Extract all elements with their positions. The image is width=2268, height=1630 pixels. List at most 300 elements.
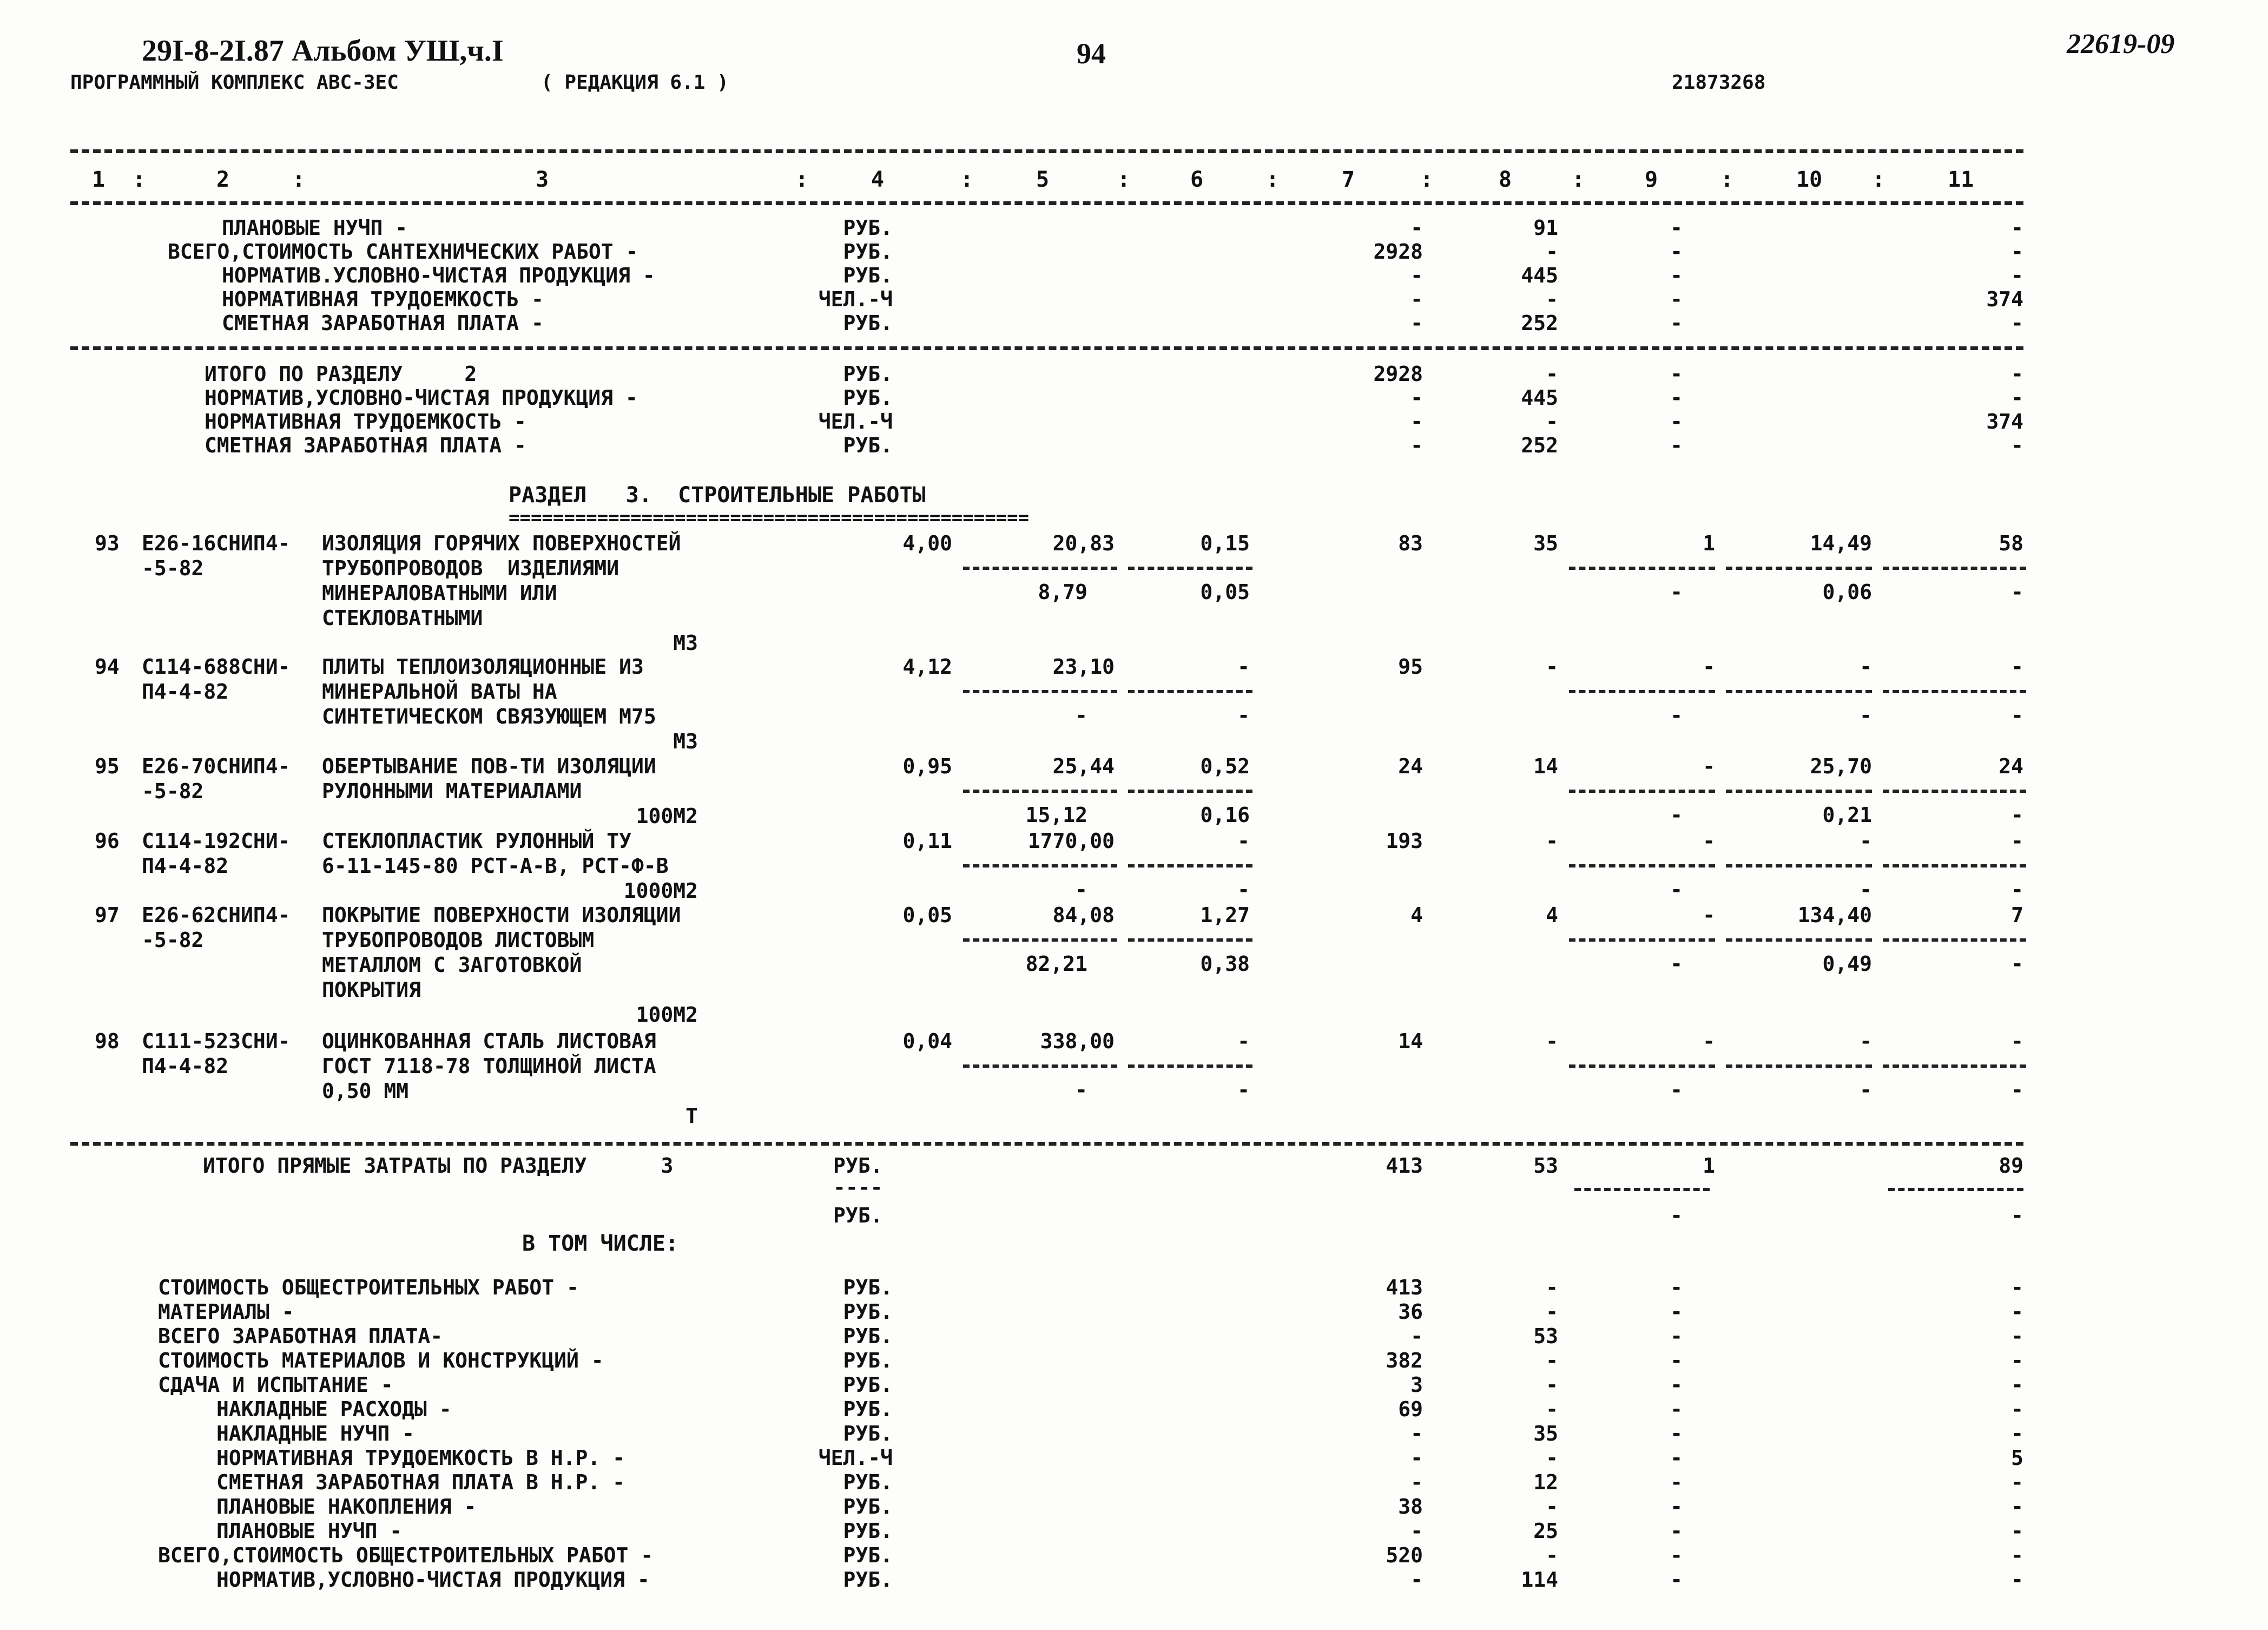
item-description-line: РУЛОННЫМИ МАТЕРИАЛАМИ: [322, 779, 582, 803]
item-code: С111-523СНИ-: [142, 1029, 291, 1053]
item-price-wages: -: [1237, 655, 1250, 679]
table-top-rule: [70, 149, 2023, 153]
value-col9: -: [1670, 1495, 1683, 1519]
row-unit: РУБ.: [843, 1349, 893, 1372]
value-col9: -: [1670, 1446, 1683, 1470]
value-col11: -: [2011, 1519, 2023, 1543]
table-header-rule: [70, 201, 2023, 205]
sub-separator-col9: [1569, 790, 1715, 793]
value-col9: -: [1670, 362, 1683, 386]
value-col11: -: [2011, 1495, 2023, 1519]
item-unit: М3: [673, 729, 698, 753]
value-col11: 5: [2011, 1446, 2023, 1470]
value-col7: 4: [1410, 903, 1423, 927]
item-unit: Т: [685, 1104, 698, 1128]
item-description-line: ТРУБОПРОВОДОВ ЛИСТОВЫМ: [322, 928, 595, 952]
value-col11: -: [2011, 1543, 2023, 1567]
value-col7: 83: [1398, 531, 1423, 555]
row-unit: РУБ.: [843, 1373, 893, 1397]
item-description-line: СТЕКЛОПЛАСТИК РУЛОННЫЙ ТУ: [322, 829, 631, 853]
item-price: 25,44: [1052, 754, 1115, 778]
item-wages-secondary: -: [1237, 878, 1250, 902]
item-unit: 1000М2: [623, 879, 698, 903]
value-col9: -: [1703, 754, 1715, 778]
item-wages-secondary: -: [1237, 704, 1250, 727]
sub-separator-col9: [1569, 567, 1715, 570]
value-col7: -: [1410, 311, 1423, 335]
value-col8: -: [1546, 1349, 1558, 1372]
column-separator: :: [1117, 167, 1131, 192]
item-number: 96: [95, 829, 120, 853]
row-label: НАКЛАДНЫЕ НУЧП -: [216, 1422, 415, 1445]
value-col10: -: [1860, 655, 1872, 679]
sub-separator-col9: [1569, 938, 1715, 942]
item-quantity: 0,04: [902, 1029, 952, 1053]
value-col7: 14: [1398, 1029, 1423, 1053]
total-sub-separator: [1574, 1188, 1710, 1191]
row-unit: РУБ.: [843, 216, 893, 240]
row-label: МАТЕРИАЛЫ -: [158, 1300, 294, 1324]
item-price-secondary: 15,12: [1025, 803, 1087, 827]
item-number: 93: [95, 531, 120, 555]
value-col9-secondary: -: [1670, 878, 1683, 902]
value-col10: 134,40: [1797, 903, 1872, 927]
sub-separator-col11: [1883, 938, 2026, 942]
value-col7: -: [1410, 386, 1423, 410]
total-unit-secondary: РУБ.: [833, 1204, 883, 1227]
value-col8: -: [1546, 1373, 1558, 1397]
value-col11: 374: [1986, 287, 2023, 311]
column-header-9: 9: [1645, 167, 1658, 192]
sub-separator-col6: [1128, 938, 1252, 942]
item-price-secondary: -: [1075, 878, 1087, 902]
row-unit: ЧЕЛ.-Ч: [818, 287, 893, 311]
row-unit: РУБ.: [843, 1422, 893, 1445]
sub-separator-col5: [963, 938, 1117, 942]
value-col11: 58: [1999, 531, 2023, 555]
item-description-line: МИНЕРАЛОВАТНЫМИ ИЛИ: [322, 581, 557, 605]
value-col11: -: [2011, 264, 2023, 287]
item-code: Е26-16СНИП4-: [142, 531, 291, 555]
item-number: 98: [95, 1029, 120, 1053]
value-col9-secondary: -: [1670, 580, 1683, 604]
row-label: НОРМАТИВ,УСЛОВНО-ЧИСТАЯ ПРОДУКЦИЯ -: [205, 386, 638, 410]
row-label: СТОИМОСТЬ МАТЕРИАЛОВ И КОНСТРУКЦИЙ -: [158, 1349, 604, 1372]
value-col11: -: [2011, 1397, 2023, 1421]
value-col8: -: [1546, 362, 1558, 386]
sub-separator-col11: [1883, 864, 2026, 867]
value-col7: -: [1410, 1568, 1423, 1592]
value-col7: 2928: [1373, 240, 1423, 264]
value-col7: -: [1410, 1519, 1423, 1543]
row-label: НОРМАТИВНАЯ ТРУДОЕМКОСТЬ -: [222, 287, 544, 311]
value-col9: -: [1670, 1568, 1683, 1592]
value-col9: -: [1670, 1543, 1683, 1567]
value-col11: 7: [2011, 903, 2023, 927]
item-description-line: СИНТЕТИЧЕСКОМ СВЯЗУЮЩЕМ М75: [322, 705, 656, 728]
value-col8: -: [1546, 1446, 1558, 1470]
value-col7: 520: [1386, 1543, 1423, 1567]
program-edition: ( РЕДАКЦИЯ 6.1 ): [541, 71, 729, 94]
item-wages-secondary: -: [1237, 1078, 1250, 1102]
value-col7: -: [1410, 1470, 1423, 1494]
column-header-7: 7: [1342, 167, 1355, 192]
value-col11: 374: [1986, 410, 2023, 433]
row-label: ВСЕГО,СТОИМОСТЬ САНТЕХНИЧЕСКИХ РАБОТ -: [168, 240, 638, 264]
row-label: НАКЛАДНЫЕ РАСХОДЫ -: [216, 1397, 452, 1421]
item-description-line: 6-11-145-80 РСТ-А-В, РСТ-Ф-В: [322, 854, 669, 878]
column-header-6: 6: [1190, 167, 1204, 192]
sub-separator-col10: [1726, 864, 1872, 867]
value-col9-secondary: -: [1670, 803, 1683, 827]
value-col7: -: [1410, 264, 1423, 287]
value-col9: -: [1703, 829, 1715, 853]
sub-separator-col5: [963, 864, 1117, 867]
value-col11: -: [2011, 655, 2023, 679]
total-sub-separator: [1888, 1188, 2023, 1191]
item-code: С114-688СНИ-: [142, 655, 291, 679]
value-col7: 382: [1386, 1349, 1423, 1372]
item-price-wages: 0,52: [1200, 754, 1250, 778]
row-label: НОРМАТИВНАЯ ТРУДОЕМКОСТЬ -: [205, 410, 526, 433]
value-col7: 38: [1398, 1495, 1423, 1519]
value-col7: -: [1410, 216, 1423, 240]
page-number: 94: [1077, 37, 1106, 70]
column-header-5: 5: [1036, 167, 1050, 192]
value-col8: 252: [1521, 433, 1558, 457]
item-wages-secondary: 0,38: [1200, 952, 1250, 976]
value-col8: -: [1546, 1276, 1558, 1299]
sub-separator-col10: [1726, 938, 1872, 942]
value-col9: -: [1670, 1470, 1683, 1494]
value-col9: -: [1670, 1373, 1683, 1397]
value-col9-secondary: -: [1670, 952, 1683, 976]
value-col10-secondary: 0,06: [1822, 580, 1872, 604]
row-label: ВСЕГО ЗАРАБОТНАЯ ПЛАТА-: [158, 1324, 443, 1348]
sub-separator-col11: [1883, 690, 2026, 693]
sub-separator-col11: [1883, 790, 2026, 793]
value-col7: -: [1410, 433, 1423, 457]
column-header-1: 1: [92, 167, 106, 192]
sub-separator-col10: [1726, 1064, 1872, 1068]
value-col11: -: [2011, 1349, 2023, 1372]
value-col9-secondary: -: [1670, 1078, 1683, 1102]
value-col8: -: [1546, 655, 1558, 679]
row-unit: РУБ.: [843, 1470, 893, 1494]
column-separator: :: [1420, 167, 1434, 192]
column-header-11: 11: [1948, 167, 1974, 192]
value-col11: 24: [1999, 754, 2023, 778]
item-quantity: 0,11: [902, 829, 952, 853]
row-unit: РУБ.: [843, 433, 893, 457]
value-col7: -: [1410, 410, 1423, 433]
item-number: 97: [95, 903, 120, 927]
item-unit: 100М2: [636, 1003, 698, 1027]
item-number: 95: [95, 754, 120, 778]
item-code: Е26-62СНИП4-: [142, 903, 291, 927]
value-col11: -: [2011, 311, 2023, 335]
value-col11-secondary: -: [2011, 803, 2023, 827]
value-col10-secondary: -: [1860, 1078, 1872, 1102]
value-col9: -: [1670, 433, 1683, 457]
value-col7: 95: [1398, 655, 1423, 679]
item-quantity: 0,05: [902, 903, 952, 927]
value-col9: -: [1670, 386, 1683, 410]
value-col10: 14,49: [1810, 531, 1872, 555]
value-col8: 445: [1521, 264, 1558, 287]
row-label: ПЛАНОВЫЕ НАКОПЛЕНИЯ -: [216, 1495, 477, 1519]
total-separator-rule: [70, 1142, 2023, 1146]
column-separator: :: [292, 167, 306, 192]
value-col11-secondary: -: [2011, 878, 2023, 902]
value-col9: -: [1670, 1397, 1683, 1421]
value-col9: 1: [1703, 531, 1715, 555]
value-col11: -: [2011, 386, 2023, 410]
sub-separator-col6: [1128, 690, 1252, 693]
total-col11: 89: [1999, 1154, 2023, 1178]
column-separator: :: [133, 167, 146, 192]
item-price: 23,10: [1052, 655, 1115, 679]
item-description-line: ТРУБОПРОВОДОВ ИЗДЕЛИЯМИ: [322, 556, 619, 580]
item-description-line: ПЛИТЫ ТЕПЛОИЗОЛЯЦИОННЫЕ ИЗ: [322, 655, 644, 679]
item-code-suffix: П4-4-82: [142, 1054, 229, 1078]
sub-separator-col6: [1128, 1064, 1252, 1068]
sub-separator-col5: [963, 1064, 1117, 1068]
item-price: 1770,00: [1027, 829, 1115, 853]
total-label: ИТОГО ПРЯМЫЕ ЗАТРАТЫ ПО РАЗДЕЛУ 3: [203, 1154, 674, 1178]
value-col9: -: [1703, 1029, 1715, 1053]
value-col8: -: [1546, 1397, 1558, 1421]
value-col8: -: [1546, 1029, 1558, 1053]
value-col7: 413: [1386, 1276, 1423, 1299]
row-unit: РУБ.: [843, 311, 893, 335]
value-col11: -: [2011, 240, 2023, 264]
value-col9: -: [1670, 240, 1683, 264]
value-col7: -: [1410, 287, 1423, 311]
item-price-wages: -: [1237, 829, 1250, 853]
column-separator: :: [1720, 167, 1734, 192]
block-separator-rule: [70, 346, 2023, 350]
row-unit: РУБ.: [843, 1276, 893, 1299]
row-label: ИТОГО ПО РАЗДЕЛУ 2: [205, 362, 477, 386]
value-col11-secondary: -: [2011, 580, 2023, 604]
item-unit: 100М2: [636, 804, 698, 828]
value-col11: -: [2011, 1300, 2023, 1324]
column-separator: :: [1572, 167, 1585, 192]
value-col9: -: [1670, 287, 1683, 311]
item-price-wages: 1,27: [1200, 903, 1250, 927]
item-code: Е26-70СНИП4-: [142, 754, 291, 778]
column-separator: :: [960, 167, 974, 192]
item-price-secondary: 82,21: [1025, 952, 1087, 976]
item-wages-secondary: 0,05: [1200, 580, 1250, 604]
value-col8: 53: [1533, 1324, 1558, 1348]
row-unit: РУБ.: [843, 1543, 893, 1567]
total-col8: 53: [1533, 1154, 1558, 1178]
value-col11: -: [2011, 433, 2023, 457]
sub-separator-col5: [963, 567, 1117, 570]
row-label: СДАЧА И ИСПЫТАНИЕ -: [158, 1373, 393, 1397]
value-col9: -: [1703, 655, 1715, 679]
program-name: ПРОГРАММНЫЙ КОМПЛЕКС АВС-3ЕС: [70, 71, 399, 94]
row-unit: РУБ.: [843, 1568, 893, 1592]
row-unit: РУБ.: [843, 1397, 893, 1421]
sub-separator-col5: [963, 790, 1117, 793]
item-description-line: ОБЕРТЫВАНИЕ ПОВ-ТИ ИЗОЛЯЦИИ: [322, 754, 656, 778]
value-col10-secondary: 0,49: [1822, 952, 1872, 976]
value-col11: -: [2011, 1029, 2023, 1053]
value-col10-secondary: -: [1860, 704, 1872, 727]
item-description-line: СТЕКЛОВАТНЫМИ: [322, 606, 483, 630]
value-col9: -: [1670, 264, 1683, 287]
row-label: ПЛАНОВЫЕ НУЧП -: [222, 216, 408, 240]
value-col8: -: [1546, 1495, 1558, 1519]
row-label: СМЕТНАЯ ЗАРАБОТНАЯ ПЛАТА В Н.Р. -: [216, 1470, 625, 1494]
document-code: 21873268: [1672, 71, 1766, 94]
row-label: СМЕТНАЯ ЗАРАБОТНАЯ ПЛАТА -: [222, 311, 544, 335]
row-unit: РУБ.: [843, 362, 893, 386]
item-price-wages: -: [1237, 1029, 1250, 1053]
value-col7: -: [1410, 1422, 1423, 1445]
item-code: С114-192СНИ-: [142, 829, 291, 853]
value-col11: -: [2011, 1276, 2023, 1299]
value-col11-secondary: -: [2011, 704, 2023, 727]
value-col8: 12: [1533, 1470, 1558, 1494]
total-col7: 413: [1386, 1154, 1423, 1178]
row-unit: ЧЕЛ.-Ч: [818, 410, 893, 433]
item-quantity: 4,12: [902, 655, 952, 679]
item-description-line: ИЗОЛЯЦИЯ ГОРЯЧИХ ПОВЕРХНОСТЕЙ: [322, 531, 681, 555]
row-label: СТОИМОСТЬ ОБЩЕСТРОИТЕЛЬНЫХ РАБОТ -: [158, 1276, 579, 1299]
value-col11: -: [2011, 829, 2023, 853]
value-col8: 114: [1521, 1568, 1558, 1592]
item-description-line: ГОСТ 7118-78 ТОЛЩИНОЙ ЛИСТА: [322, 1054, 656, 1078]
value-col9: -: [1670, 1422, 1683, 1445]
row-unit: РУБ.: [843, 1519, 893, 1543]
sub-separator-col6: [1128, 864, 1252, 867]
sub-separator-col6: [1128, 567, 1252, 570]
row-unit: РУБ.: [843, 264, 893, 287]
value-col8: 25: [1533, 1519, 1558, 1543]
row-unit: РУБ.: [843, 1324, 893, 1348]
item-price: 20,83: [1052, 531, 1115, 555]
sub-separator-col10: [1726, 567, 1872, 570]
column-separator: :: [1266, 167, 1280, 192]
value-col11: -: [2011, 1324, 2023, 1348]
total-dash: ----: [833, 1175, 883, 1199]
section-title: РАЗДЕЛ 3. СТРОИТЕЛЬНЫЕ РАБОТЫ: [509, 483, 926, 508]
value-col8: -: [1546, 410, 1558, 433]
item-code-suffix: П4-4-82: [142, 854, 229, 878]
value-col9: -: [1670, 216, 1683, 240]
row-label: ПЛАНОВЫЕ НУЧП -: [216, 1519, 403, 1543]
column-header-4: 4: [871, 167, 885, 192]
value-col8: 35: [1533, 531, 1558, 555]
sub-separator-col10: [1726, 790, 1872, 793]
row-label: СМЕТНАЯ ЗАРАБОТНАЯ ПЛАТА -: [205, 433, 526, 457]
value-col8: 35: [1533, 1422, 1558, 1445]
value-col8: 445: [1521, 386, 1558, 410]
value-col7: 24: [1398, 754, 1423, 778]
value-col7: -: [1410, 1446, 1423, 1470]
value-col8: 4: [1546, 903, 1558, 927]
item-price-secondary: 8,79: [1038, 580, 1087, 604]
value-col7: 36: [1398, 1300, 1423, 1324]
value-col11: -: [2011, 1470, 2023, 1494]
item-price: 338,00: [1040, 1029, 1115, 1053]
sub-separator-col10: [1726, 690, 1872, 693]
column-header-10: 10: [1796, 167, 1823, 192]
value-col8: -: [1546, 829, 1558, 853]
in-that-heading: В ТОМ ЧИСЛЕ:: [522, 1231, 678, 1256]
value-col11: -: [2011, 216, 2023, 240]
item-code-suffix: -5-82: [142, 928, 204, 952]
value-col8: 252: [1521, 311, 1558, 335]
value-col9: -: [1703, 903, 1715, 927]
item-code-suffix: -5-82: [142, 556, 204, 580]
item-price-secondary: -: [1075, 704, 1087, 727]
value-col7: 69: [1398, 1397, 1423, 1421]
total-col11-secondary: -: [2011, 1204, 2023, 1227]
value-col10: -: [1860, 1029, 1872, 1053]
value-col10-secondary: 0,21: [1822, 803, 1872, 827]
column-separator: :: [1872, 167, 1885, 192]
value-col10: 25,70: [1810, 754, 1872, 778]
value-col8: 14: [1533, 754, 1558, 778]
total-col9-secondary: -: [1670, 1204, 1683, 1227]
album-title: 29I-8-2I.87 Альбом УШ,ч.I: [142, 34, 504, 68]
value-col11: -: [2011, 1373, 2023, 1397]
sub-separator-col11: [1883, 567, 2026, 570]
value-col9: -: [1670, 1300, 1683, 1324]
item-description-line: ПОКРЫТИЯ: [322, 978, 421, 1002]
value-col8: 91: [1533, 216, 1558, 240]
item-description-line: ПОКРЫТИЕ ПОВЕРХНОСТИ ИЗОЛЯЦИИ: [322, 903, 681, 927]
item-description-line: МЕТАЛЛОМ С ЗАГОТОВКОЙ: [322, 953, 582, 977]
value-col9-secondary: -: [1670, 704, 1683, 727]
value-col8: -: [1546, 1543, 1558, 1567]
value-col8: -: [1546, 240, 1558, 264]
column-separator: :: [795, 167, 809, 192]
sub-separator-col9: [1569, 1064, 1715, 1068]
total-unit: РУБ.: [833, 1154, 883, 1178]
row-label: НОРМАТИВ,УСЛОВНО-ЧИСТАЯ ПРОДУКЦИЯ -: [216, 1568, 650, 1592]
sub-separator-col9: [1569, 690, 1715, 693]
value-col7: -: [1410, 1324, 1423, 1348]
row-label: НОРМАТИВНАЯ ТРУДОЕМКОСТЬ В Н.Р. -: [216, 1446, 625, 1470]
sub-separator-col6: [1128, 790, 1252, 793]
row-unit: РУБ.: [843, 1495, 893, 1519]
item-price-wages: 0,15: [1200, 531, 1250, 555]
item-description-line: ОЦИНКОВАННАЯ СТАЛЬ ЛИСТОВАЯ: [322, 1029, 656, 1053]
archive-stamp: 22619-09: [2067, 29, 2175, 60]
value-col11-secondary: -: [2011, 952, 2023, 976]
item-price-secondary: -: [1075, 1078, 1087, 1102]
value-col9: -: [1670, 1519, 1683, 1543]
row-unit: РУБ.: [843, 1300, 893, 1324]
item-price: 84,08: [1052, 903, 1115, 927]
value-col8: -: [1546, 287, 1558, 311]
sub-separator-col9: [1569, 864, 1715, 867]
row-unit: РУБ.: [843, 386, 893, 410]
value-col9: -: [1670, 1276, 1683, 1299]
value-col7: 2928: [1373, 362, 1423, 386]
value-col7: 3: [1410, 1373, 1423, 1397]
item-quantity: 0,95: [902, 754, 952, 778]
sub-separator-col11: [1883, 1064, 2026, 1068]
item-unit: М3: [673, 631, 698, 655]
item-quantity: 4,00: [902, 531, 952, 555]
